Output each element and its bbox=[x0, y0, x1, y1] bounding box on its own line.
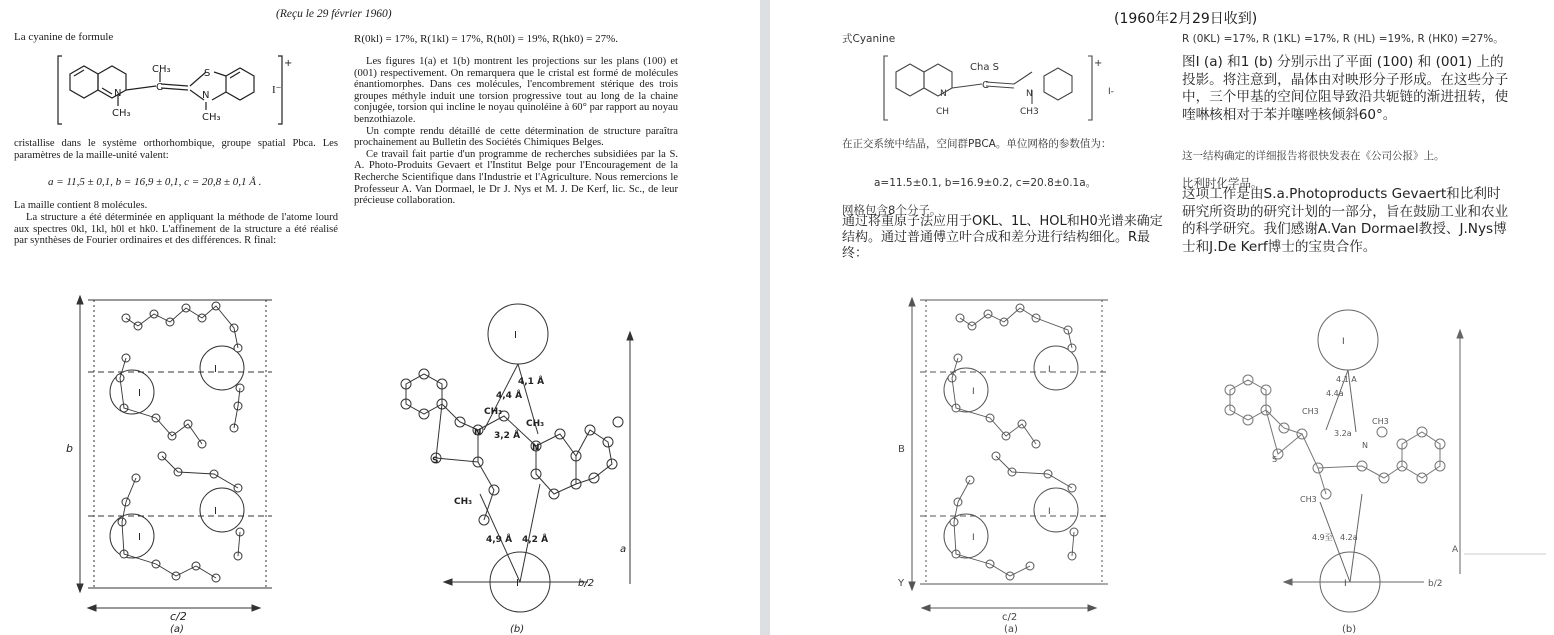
formula-anion: I⁻ bbox=[272, 84, 282, 96]
formula-ch3-right: CH₃ bbox=[202, 112, 221, 123]
distance-4-2: 4,2 Å bbox=[522, 535, 549, 545]
distance-4-2-translated: 4.2a bbox=[1340, 533, 1358, 542]
figure-b-caption: (b) bbox=[510, 624, 525, 635]
ch3-label-3: CH₃ bbox=[454, 497, 473, 507]
figure-b-caption-translated: (b) bbox=[1342, 624, 1357, 635]
formula-chas-translated: Cha S bbox=[970, 62, 999, 73]
structure-text: La structure a été déterminée en appliquant la méthode de l'atome lourd aux spectres 0kl, 1kl, h0l et hk0. L'affinement de la structure a été réalisé par synthèses de Fourier ordinaires et des différences. R final: bbox=[14, 212, 338, 247]
r-values-translated: R (0KL) =17%, R (1KL) =17%, R (HL) =19%, R (HK0) =27%。 bbox=[1182, 33, 1504, 45]
translated-page bbox=[770, 0, 1554, 635]
formula-n1-translated: N bbox=[940, 89, 947, 99]
axis-a-label: a bbox=[620, 544, 627, 555]
axis-c-label-translated: c/2 bbox=[1002, 612, 1018, 623]
cyanine-formula bbox=[56, 52, 296, 130]
axis-a-label-translated: A bbox=[1452, 545, 1459, 555]
distance-4-9-translated: 4.9至 bbox=[1312, 533, 1333, 542]
crystal-text: cristallise dans le système orthorhombique, groupe spatial Pbca. Les paramètres de la maille-unité valent: bbox=[14, 138, 338, 161]
report-paragraph-translated: 这一结构确定的详细报告将很快发表在《公司公报》上。 bbox=[1182, 150, 1445, 162]
received-date-translated: (1960年2月29日收到) bbox=[1114, 11, 1258, 27]
formula-n2: N bbox=[202, 90, 210, 101]
iodine-label-3: I bbox=[138, 532, 141, 543]
iodine-bottom: I bbox=[516, 578, 519, 589]
iodine-bottom-translated: I bbox=[1344, 579, 1347, 589]
axis-b2-label-translated: b/2 bbox=[1428, 579, 1443, 589]
iodine-top: I bbox=[514, 330, 517, 341]
figures-paragraph: Les figures 1(a) et 1(b) montrent les projections sur les plans (100) et (001) respectivement. On remarquera que le cristal est formé de molécules énantiomorphes. Dans ces molécules, l'encombrement stérique des trois groupes méthyle induit une torsion progressive tout au long de la chaine conjugée, torsion qui incline le noyau quinoléine à 60° par rapport au noyau benzothiazole. bbox=[354, 56, 678, 125]
right-column-paragraphs bbox=[354, 56, 678, 207]
ch3-label-translated-3: CH3 bbox=[1300, 495, 1317, 504]
formula-anion-translated: I- bbox=[1108, 87, 1114, 97]
structure-paragraph bbox=[14, 212, 338, 247]
figure-a-caption-translated: (a) bbox=[1004, 624, 1018, 635]
figure-1a-projection-translated bbox=[896, 286, 1126, 635]
ch3-label-translated-2: CH3 bbox=[1372, 417, 1389, 426]
axis-b2-label: b/2 bbox=[578, 578, 595, 589]
report-paragraph: Un compte rendu détaillé de cette détermination de structure paraîtra prochainement au Bulletin des Sociétés Chimiques Belges. bbox=[354, 125, 678, 149]
intro-text: La cyanine de formule bbox=[14, 31, 114, 43]
n-label-1: N bbox=[474, 428, 482, 438]
formula-plus-translated: + bbox=[1094, 58, 1103, 69]
iodine-label-translated-1: I bbox=[972, 387, 975, 397]
figure-1b-projection-translated bbox=[1216, 306, 1546, 635]
distance-4-1: 4,1 Å bbox=[518, 377, 545, 387]
crystal-text-translated: 在正交系统中结晶，空间群PBCA。单位网格的参数值为： bbox=[842, 138, 1112, 150]
formula-ch3-top: CH₃ bbox=[152, 64, 171, 75]
ch3-label-1: CH₃ bbox=[484, 407, 503, 417]
original-page bbox=[0, 0, 760, 635]
figure-1b-projection bbox=[380, 298, 670, 635]
iodine-label-translated-4: I bbox=[1048, 507, 1051, 517]
received-date: (Reçu le 29 février 1960) bbox=[276, 8, 392, 20]
distance-3-2: 3,2 Å bbox=[494, 431, 521, 441]
n-label-2: N bbox=[532, 443, 540, 453]
formula-c: C bbox=[156, 82, 163, 93]
distance-4-9: 4,9 Å bbox=[486, 535, 513, 545]
axis-c-label: c/2 bbox=[170, 610, 187, 623]
iodine-label-4: I bbox=[214, 506, 217, 517]
iodine-label-1: I bbox=[138, 388, 141, 399]
molecule-count: La maille contient 8 molécules. bbox=[14, 200, 148, 211]
iodine-top-translated: I bbox=[1342, 337, 1345, 347]
iodine-label-translated-3: I bbox=[972, 533, 975, 543]
formula-s: S bbox=[204, 68, 211, 79]
iodine-label-2: I bbox=[214, 364, 217, 375]
formula-n2-translated: N bbox=[1026, 89, 1033, 99]
n-label-translated: N bbox=[1362, 441, 1368, 450]
cell-parameters-translated: a=11.5±0.1, b=16.9±0.2, c=20.8±0.1a。 bbox=[874, 177, 1097, 189]
figure-1a-projection bbox=[66, 278, 286, 635]
axis-b-label-translated: B bbox=[898, 444, 905, 455]
distance-4-4-translated: 4.4a bbox=[1326, 389, 1344, 398]
formula-c-translated: C bbox=[982, 80, 989, 91]
axis-y-label-translated: Y bbox=[898, 578, 905, 589]
iodine-label-translated-2: I bbox=[1048, 365, 1051, 375]
formula-n1: N bbox=[114, 88, 122, 99]
distance-4-1-translated: 4.1 A bbox=[1336, 375, 1357, 384]
structure-text-translated: 通过将重原子法应用于OKL、1L、HOL和H0光谱来确定结构。通过普通傅立叶合成和差分进行结构细化。R最终： bbox=[842, 214, 1163, 261]
s-label-translated: S bbox=[1272, 455, 1278, 464]
figures-paragraph-translated: 图I (a) 和1 (b) 分别示出了平面 (100) 和 (001) 上的投影。将注意到，晶体由对映形分子形成。在这些分子中，三个甲基的空间位阻导致沿共轭链的渐进扭转，使喹啉核相对于苯并噻唑核倾斜60°。 bbox=[1182, 54, 1509, 123]
ch3-label-translated-1: CH3 bbox=[1302, 407, 1319, 416]
r-values: R(0kl) = 17%, R(1kl) = 17%, R(h0l) = 19%, R(hk0) = 27%. bbox=[354, 33, 619, 45]
distance-4-4: 4,4 Å bbox=[496, 391, 523, 401]
thanks-paragraph-translated: 这项工作是由S.a.Photoproducts Gevaert和比利时研究所资助的研究计划的一部分，旨在鼓励工业和农业的科学研究。我们感谢A.Van Dormael教授、J.Nys博士和J.De Kerf博士的宝贵合作。 bbox=[1182, 186, 1509, 255]
cyanine-formula-translated bbox=[882, 52, 1122, 128]
intro-text-translated: 式Cyanine bbox=[842, 33, 896, 45]
thanks-paragraph: Ce travail fait partie d'un programme de recherches subsidiées par la S. A. Photo-Produits Gevaert et l'Institut Belge pour l'Encouragement de la Recherche Scientifique dans l'Industrie et l'Agriculture. Nous remercions le Professeur A. Van Dormael, le Dr J. Nys et M. J. De Kerf, lic. Sc., de leur précieuse collaboration. bbox=[354, 148, 678, 207]
s-label: S bbox=[432, 456, 439, 466]
ch3-label-2: CH₃ bbox=[526, 419, 545, 429]
molecule-count-translated: 网格包含8个分子。 bbox=[842, 203, 942, 217]
figure-a-caption: (a) bbox=[170, 624, 184, 635]
formula-ch-translated: CH bbox=[936, 107, 950, 117]
cell-parameters: a = 11,5 ± 0,1, b = 16,9 ± 0,1, c = 20,8 ± 0,1 Å . bbox=[48, 176, 262, 188]
chem-paragraph-translated: 比利时化学品。 bbox=[1182, 176, 1263, 190]
axis-b-label: b bbox=[66, 442, 73, 455]
formula-ch3-translated: CH3 bbox=[1020, 107, 1039, 117]
distance-3-2-translated: 3.2a bbox=[1334, 429, 1352, 438]
formula-plus: + bbox=[284, 58, 293, 69]
formula-ch3-left: CH₃ bbox=[112, 108, 131, 119]
page-divider bbox=[760, 0, 770, 635]
